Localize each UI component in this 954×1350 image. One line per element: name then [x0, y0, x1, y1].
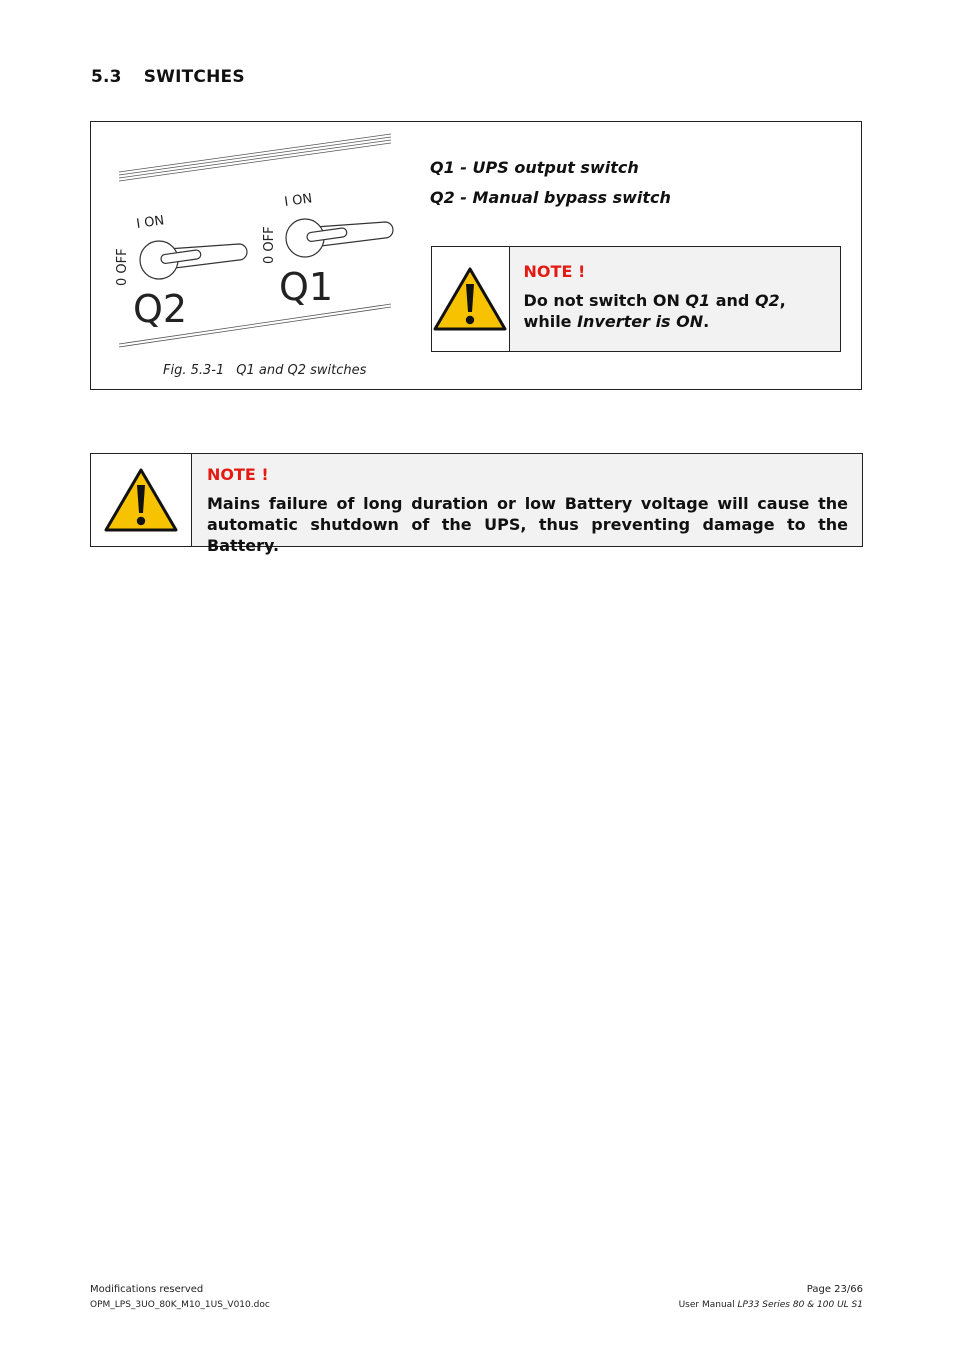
- figure-caption: [163, 363, 366, 378]
- q1-on-label: I ON: [283, 191, 314, 210]
- warning-icon: [102, 467, 180, 533]
- note-inverter: Inverter is ON: [577, 312, 704, 331]
- q2-label: Q2: [133, 287, 188, 331]
- note-text-cell: [510, 247, 840, 351]
- figure-caption-text: Q1 and Q2 switches: [236, 363, 367, 378]
- note-text: .: [703, 312, 710, 331]
- figure-caption-number: Fig. 5.3-1: [163, 363, 225, 378]
- note-heading: NOTE !: [523, 262, 586, 281]
- note-text-cell: [192, 454, 862, 555]
- note-text: , while: [523, 291, 786, 331]
- note-q1: Q1: [685, 291, 711, 310]
- footer-page-number: Page 23/66: [806, 1284, 863, 1295]
- q1-label: Q1: [279, 265, 334, 309]
- warning-icon: [432, 266, 508, 332]
- note-box-inverter: [431, 246, 841, 352]
- switches-illustration: [115, 128, 395, 356]
- note-box-battery: [90, 453, 863, 555]
- q1-switch: [286, 219, 393, 257]
- q1-off-label: 0 OFF: [262, 226, 277, 264]
- footer-modifications: Modifications reserved: [90, 1284, 204, 1295]
- note-body: Mains failure of long duration or low Battery voltage will cause the automatic shutdown of the UPS, thus preventing damage to the Battery.: [207, 494, 848, 555]
- footer-manual-suffix: 100 UL S1: [817, 1300, 863, 1310]
- note-body: [524, 290, 828, 332]
- q2-description: Q2 - Manual bypass switch: [430, 188, 671, 207]
- warning-icon-cell: [432, 247, 510, 351]
- note-heading: NOTE !: [207, 465, 269, 484]
- footer-manual-prefix: User Manual: [678, 1300, 738, 1310]
- figure-box: [90, 121, 862, 390]
- footer-manual-title: [679, 1300, 863, 1310]
- note-text: and: [710, 291, 755, 310]
- footer-filename: OPM_LPS_3UO_80K_M10_1US_V010.doc: [90, 1300, 270, 1310]
- footer-manual-series: LP33 Series 80: [737, 1300, 805, 1310]
- warning-icon-cell: [91, 454, 192, 546]
- q1-description: Q1 - UPS output switch: [430, 158, 639, 177]
- section-heading: SWITCHES: [143, 67, 245, 87]
- section-number: 5.3: [91, 67, 122, 87]
- footer-manual-amp: &: [804, 1300, 818, 1310]
- q2-on-label: I ON: [135, 213, 166, 232]
- note-text: Do not switch ON: [523, 291, 686, 310]
- section-title: [91, 67, 245, 87]
- q2-off-label: 0 OFF: [115, 248, 130, 286]
- note-q2: Q2: [754, 291, 780, 310]
- q2-switch: [140, 241, 247, 279]
